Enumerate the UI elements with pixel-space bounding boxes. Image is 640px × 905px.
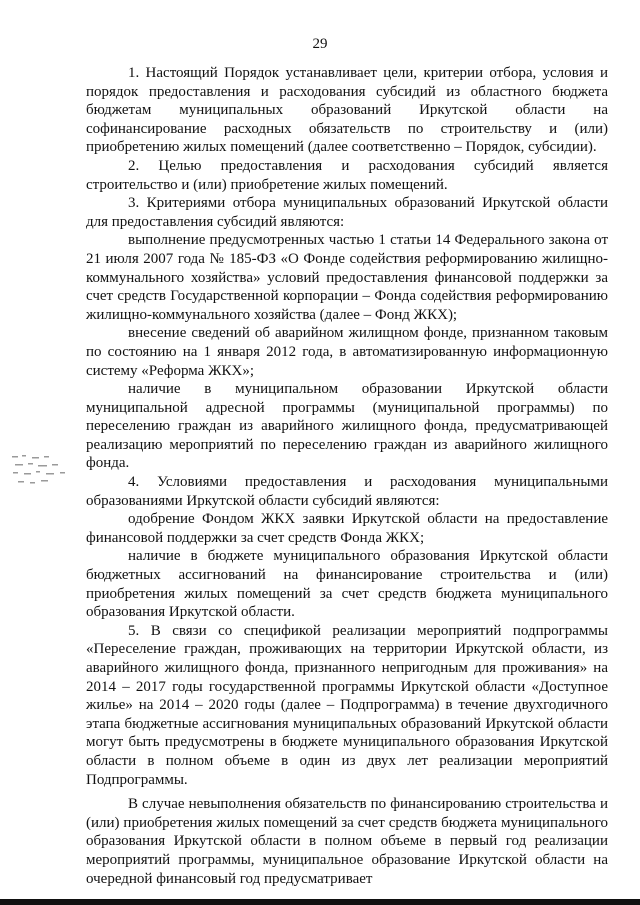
paragraph-4: 4. Условиями предоставления и расходования муниципальными образованиями Иркутской области субсидий являются:	[86, 474, 608, 509]
document-body	[86, 64, 608, 888]
paragraph-5: 5. В связи со спецификой реализации мероприятий подпрограммы «Переселение граждан, проживающих на территории Иркутской области, из аварийного жилищного фонда, признанного непригодным для проживания» на 2014 – 2017 годы государственной программы Иркутской области «Доступное жилье» на 2014 – 2020 годы (далее – Подпрограмма) в течение двухгодичного этапа бюджетные ассигнования муниципальных образований Иркутской области могут быть предусмотрены в бюджете муниципального образования Иркутской области в полном объеме в один из двух лет реализации мероприятий Подпрограммы.	[86, 622, 608, 788]
paragraph-3: 3. Критериями отбора муниципальных образований Иркутской области для предоставления субсидий являются:	[86, 195, 608, 230]
scan-artifact	[10, 452, 80, 492]
paragraph-criterion-3: наличие в муниципальном образовании Иркутской области муниципальной адресной программы (муниципальной программы) по переселению граждан из аварийного жилищного фонда, предусматривающей реализацию мероприятий по переселению граждан из аварийного жилищного фонда.	[86, 381, 608, 472]
paragraph-condition-1: одобрение Фондом ЖКХ заявки Иркутской области на предоставление финансовой поддержки за счет средств Фонда ЖКХ;	[86, 511, 608, 546]
paragraph-1: 1. Настоящий Порядок устанавливает цели, критерии отбора, условия и порядок предоставления и расходования субсидий из областного бюджета бюджетам муниципальных образований Иркутской области на софинансирование расходных обязательств по строительству и (или) приобретению жилых помещений (далее соответственно – Порядок, субсидии).	[86, 65, 608, 156]
page-number: 29	[312, 36, 328, 52]
scan-bottom-edge	[0, 899, 640, 905]
paragraph-6: В случае невыполнения обязательств по финансированию строительства и (или) приобретения жилых помещений за счет средств бюджета муниципального образования Иркутской области в полном объеме в первый год реализации мероприятий программы, муниципальное образование Иркутской области на очередной финансовый год предусматривает	[86, 796, 608, 887]
paragraph-condition-2: наличие в бюджете муниципального образования Иркутской области бюджетных ассигнований на финансирование строительства и (или) приобретения жилых помещений за счет средств бюджета муниципального образования Иркутской области.	[86, 548, 608, 621]
paragraph-criterion-2: внесение сведений об аварийном жилищном фонде, признанном таковым по состоянию на 1 января 2012 года, в автоматизированную информационную систему «Реформа ЖКХ»;	[86, 325, 608, 379]
paragraph-2: 2. Целью предоставления и расходования субсидий является строительство и (или) приобретение жилых помещений.	[86, 157, 608, 193]
paragraph-criterion-1: выполнение предусмотренных частью 1 статьи 14 Федерального закона от 21 июля 2007 года № 185-ФЗ «О Фонде содействия реформированию жилищно-коммунального хозяйства» условий предоставления финансовой поддержки за счет средств Государственной корпорации – Фонда содействия реформированию жилищно-коммунального хозяйства (далее – Фонд ЖКХ);	[86, 232, 608, 323]
